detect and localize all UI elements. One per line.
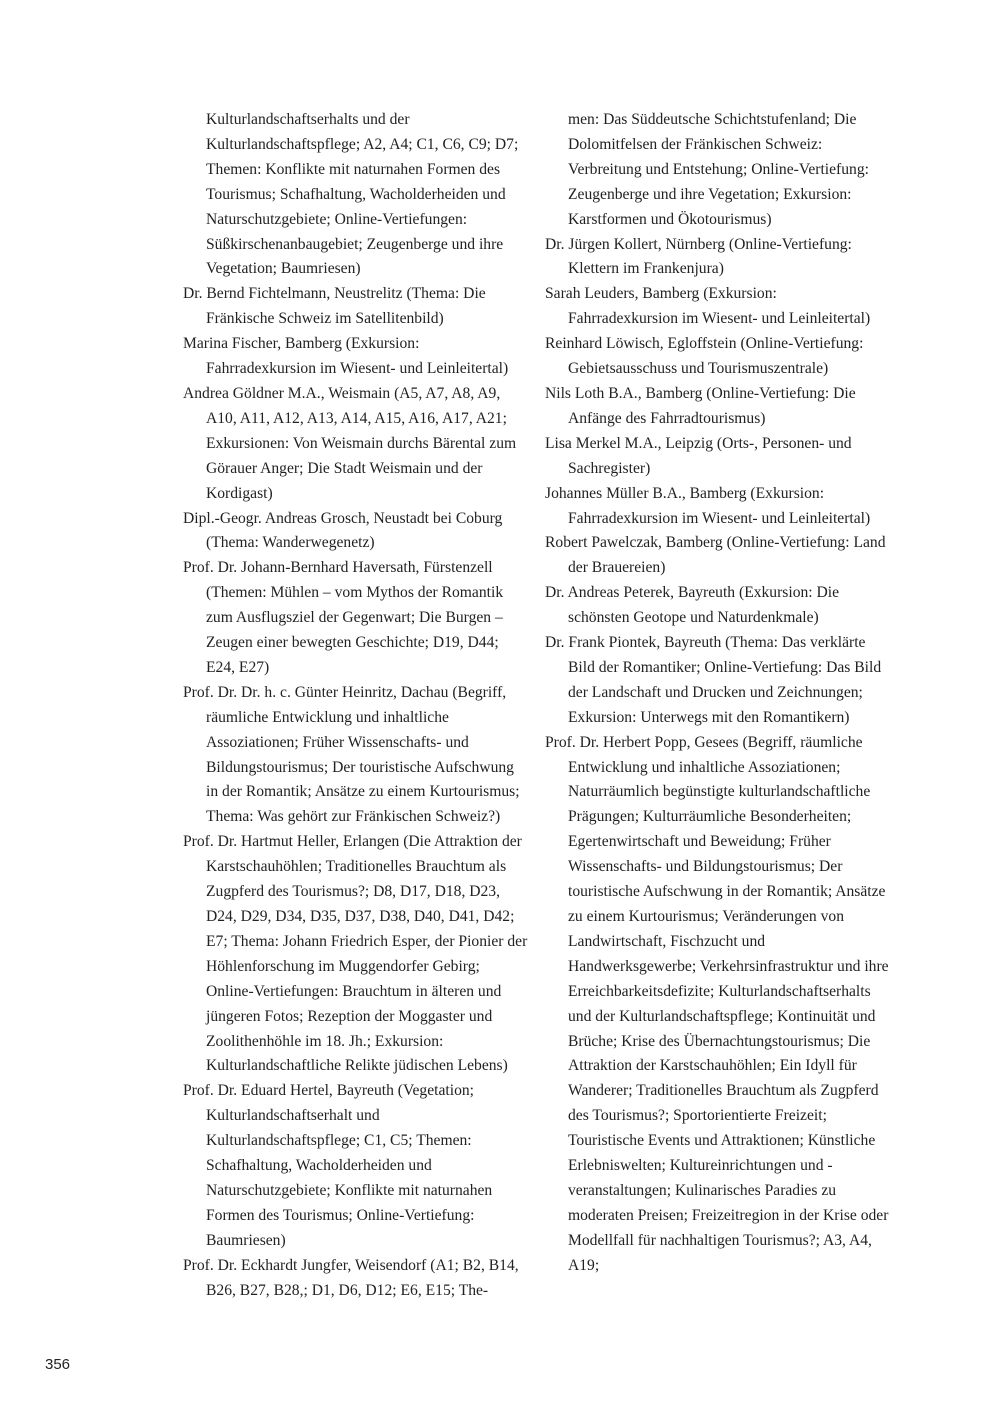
entry-continuation: Kulturlandschaftserhalts und der Kulturlandschaftspflege; A2, A4; C1, C6, C9; D7; Themen: Konflikte mit naturnahen Formen des Tourismus; Schafhaltung, Wacholderheiden und Naturschutzgebiete; Online-Vertiefungen: Süßkirschenanbaugebiet; Zeugenberge und ihre Vegetation; Baumriesen)	[206, 111, 519, 278]
entry-mueller: Johannes Müller B.A., Bamberg (Exkursion: Fahrradexkursion im Wiesent- und Leinleitertal)	[545, 484, 871, 527]
entry-goeldner: Andrea Göldner M.A., Weismain (A5, A7, A8, A9, A10, A11, A12, A13, A14, A15, A16, A17, A21; Exkursionen: Von Weismain durchs Bärental zum Görauer Anger; Die Stadt Weismain und der Kordigast)	[183, 384, 517, 502]
entry-fichtelmann: Dr. Bernd Fichtelmann, Neustrelitz (Thema: Die Fränkische Schweiz im Satellitenbild)	[183, 285, 486, 328]
entry-loewisch: Reinhard Löwisch, Egloffstein (Online-Vertiefung: Gebietsausschuss und Tourismuszentrale)	[545, 335, 864, 378]
entry-grosch: Dipl.-Geogr. Andreas Grosch, Neustadt bei Coburg (Thema: Wanderwegenetz)	[183, 509, 503, 552]
right-column	[545, 108, 890, 1279]
entry-peterek: Dr. Andreas Peterek, Bayreuth (Exkursion: Die schönsten Geotope und Naturdenkmale)	[545, 584, 840, 627]
entry-heinritz: Prof. Dr. Dr. h. c. Günter Heinritz, Dachau (Begriff, räumliche Entwicklung und inhaltliche Assoziationen; Früher Wissenschafts- und Bildungstourismus; Der touristische Aufschwung in der Romantik; Ansätze zu einem Kurtourismus; Thema: Was gehört zur Fränkischen Schweiz?)	[183, 683, 520, 826]
entry-popp: Prof. Dr. Herbert Popp, Gesees (Begriff, räumliche Entwicklung und inhaltliche Assoziationen; Naturräumlich begünstigte kulturlandschaftliche Prägungen; Kulturräumliche Besonderheiten; Egertenwirtschaft und Beweidung; Früher Wissenschafts- und Bildungstourismus; Der touristische Aufschwung in der Romantik; Ansätze zu einem Kurtourismus; Veränderungen von Landwirtschaft, Fischzucht und Handwerksgewerbe; Verkehrsinfrastruktur und ihre Erreichbarkeitsdefizite; Kulturlandschaftserhalts und der Kulturlandschaftspflege; Kontinuität und Brüche; Krise des Übernachtungstourismus; Die Attraktion der Karstschauhöhlen; Ein Idyll für Wanderer; Traditionelles Brauchtum als Zugpferd des Tourismus?; Sportorientierte Freizeit; Touristische Events und Attraktionen; Künstliche Erlebniswelten; Kultureinrichtungen und -veranstaltungen; Kulinarisches Paradies zu moderaten Preisen; Freizeitregion in der Krise oder Modellfall für nachhaltigen Tourismus?; A3, A4, A19;	[545, 733, 889, 1274]
entry-kollert: Dr. Jürgen Kollert, Nürnberg (Online-Vertiefung: Klettern im Frankenjura)	[545, 235, 852, 278]
entry-hertel: Prof. Dr. Eduard Hertel, Bayreuth (Vegetation; Kulturlandschaftserhalt und Kulturlandschaftspflege; C1, C5; Themen: Schafhaltung, Wacholderheiden und Naturschutzgebiete; Konflikte mit naturnahen Formen des Tourismus; Online-Vertiefung: Baumriesen)	[183, 1082, 493, 1249]
page-number: 356	[45, 1356, 71, 1373]
entry-continuation: men: Das Süddeutsche Schichtstufenland; Die Dolomitfelsen der Fränkischen Schweiz: Verbreitung und Entstehung; Online-Vertiefung: Zeugenberge und ihre Vegetation; Exkursion: Karstformen und Ökotourismus)	[568, 111, 869, 228]
entry-merkel: Lisa Merkel M.A., Leipzig (Orts-, Personen- und Sachregister)	[545, 434, 852, 477]
entry-piontek: Dr. Frank Piontek, Bayreuth (Thema: Das verklärte Bild der Romantiker; Online-Vertiefung: Das Bild der Landschaft und Drucken und Zeichnungen; Exkursion: Unterwegs mit den Romantikern)	[545, 634, 882, 726]
entry-fischer: Marina Fischer, Bamberg (Exkursion: Fahrradexkursion im Wiesent- und Leinleitertal)	[183, 335, 509, 378]
left-column	[183, 108, 528, 1304]
entry-loth: Nils Loth B.A., Bamberg (Online-Vertiefung: Die Anfänge des Fahrradtourismus)	[545, 384, 856, 427]
entry-jungfer: Prof. Dr. Eckhardt Jungfer, Weisendorf (A1; B2, B14, B26, B27, B28,; D1, D6, D12; E6, E15; The-	[183, 1256, 519, 1299]
entry-leuders: Sarah Leuders, Bamberg (Exkursion: Fahrradexkursion im Wiesent- und Leinleitertal)	[545, 285, 871, 328]
entry-pawelczak: Robert Pawelczak, Bamberg (Online-Vertiefung: Land der Brauereien)	[545, 534, 886, 577]
entry-haversath: Prof. Dr. Johann-Bernhard Haversath, Fürstenzell (Themen: Mühlen – vom Mythos der Romantik zum Ausflugsziel der Gegenwart; Die Burgen – Zeugen einer bewegten Geschichte; D19, D44; E24, E27)	[183, 559, 504, 676]
entry-heller: Prof. Dr. Hartmut Heller, Erlangen (Die Attraktion der Karstschauhöhlen; Traditionelles Brauchtum als Zugpferd des Tourismus?; D8, D17, D18, D23, D24, D29, D34, D35, D37, D38, D40, D41, D42; E7; Thema: Johann Friedrich Esper, der Pionier der Höhlenforschung im Muggendorfer Gebirg; Online-Vertiefungen: Brauchtum in älteren und jüngeren Fotos; Rezeption der Moggaster und Zoolithenhöhle im 18. Jh.; Exkursion: Kulturlandschaftliche Relikte jüdischen Lebens)	[183, 833, 528, 1075]
